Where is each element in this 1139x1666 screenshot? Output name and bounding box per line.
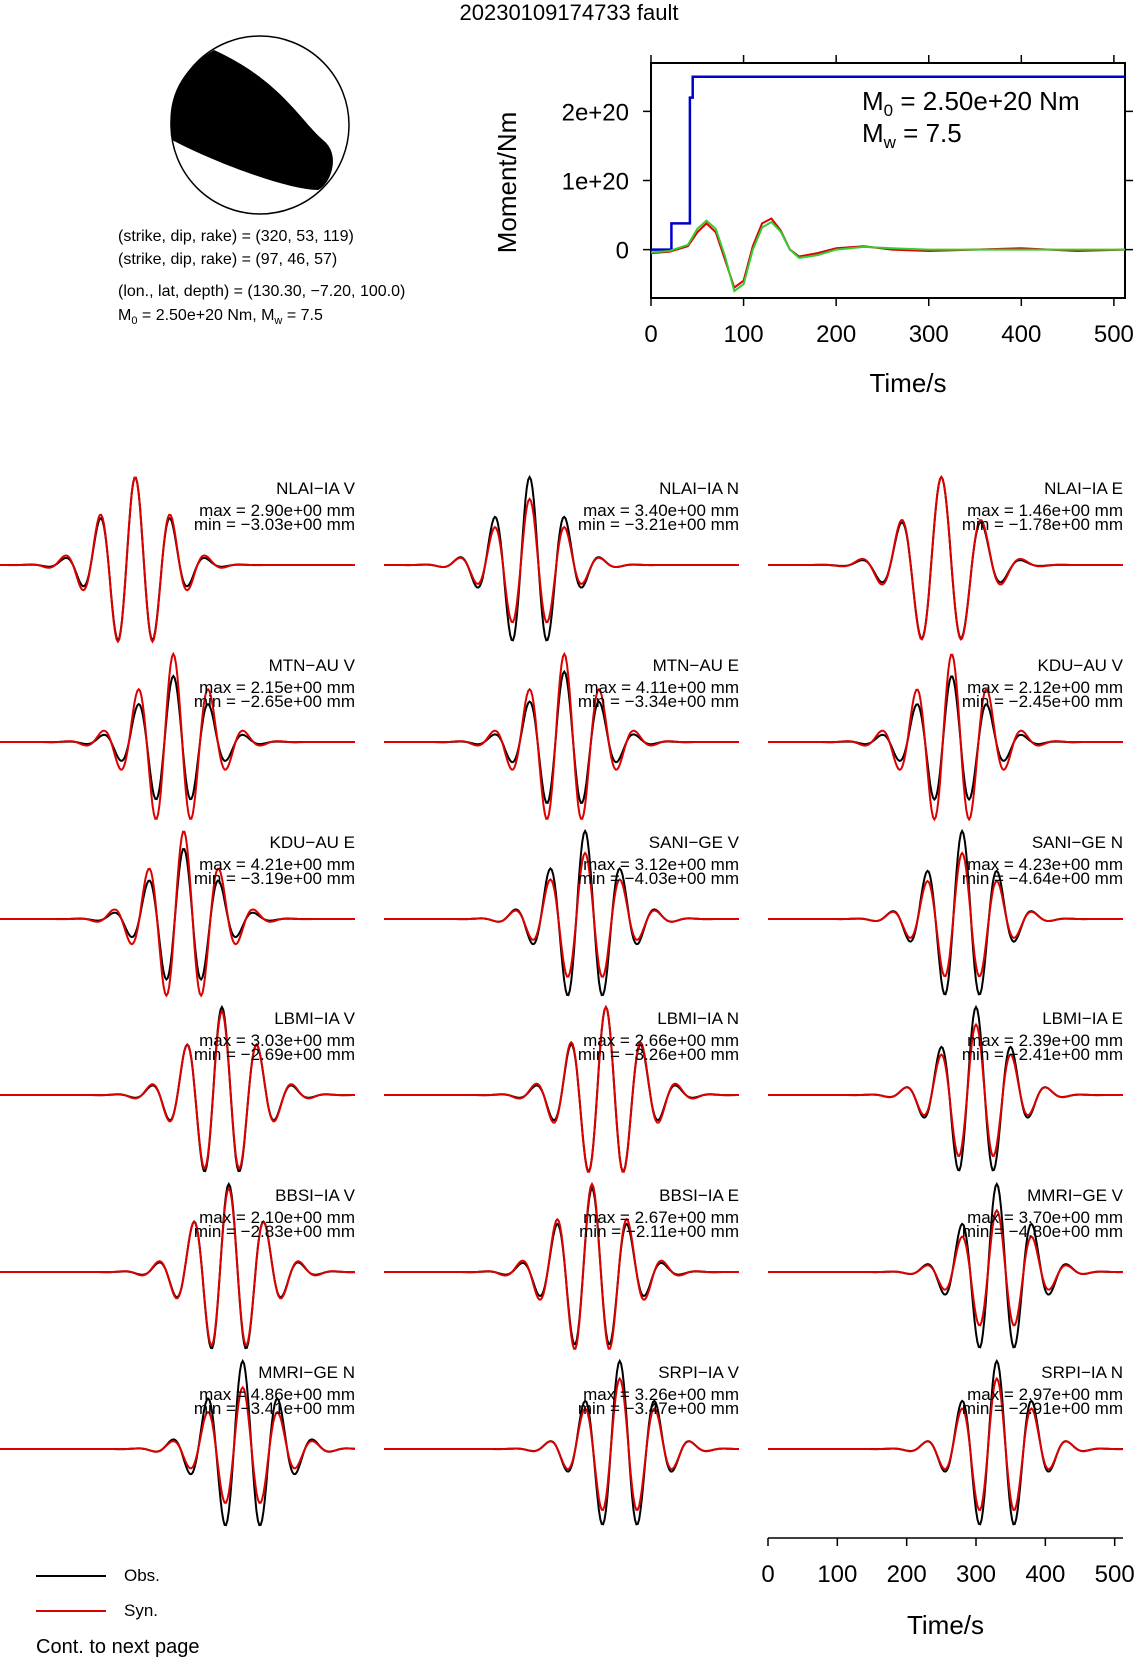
station-max: max = 3.03e+00 mm	[199, 1031, 355, 1050]
station-label: MMRI−GE V	[1027, 1186, 1123, 1205]
station-min: min = −4.64e+00 mm	[961, 869, 1123, 888]
waveform-time-axis	[761, 1538, 1134, 1640]
station-max: max = 3.70e+00 mm	[967, 1208, 1123, 1227]
station-max: max = 2.90e+00 mm	[199, 501, 355, 520]
station-min: min = −3.47e+00 mm	[577, 1399, 739, 1418]
station-min: min = −2.45e+00 mm	[961, 692, 1123, 711]
station-trace-8	[768, 831, 1123, 994]
focal-mechanism	[170, 36, 349, 214]
station-trace-1	[384, 477, 739, 640]
station-label: KDU−AU E	[269, 833, 355, 852]
mechanism-line-2: (strike, dip, rake) = (97, 46, 57)	[118, 251, 338, 268]
station-max: max = 2.97e+00 mm	[967, 1385, 1123, 1404]
moment-chart	[492, 55, 1134, 398]
bottom-x-axis-label: Time/s	[906, 1610, 985, 1640]
figure-title: 20230109174733 fault	[459, 0, 679, 25]
station-min: min = −2.11e+00 mm	[579, 1222, 739, 1241]
legend	[36, 1566, 160, 1620]
station-min: min = −2.83e+00 mm	[193, 1222, 355, 1241]
moment-x-tick-label: 300	[908, 321, 949, 348]
moment-y-tick-label: 1e+20	[561, 168, 629, 196]
moment-x-axis-label: Time/s	[869, 368, 947, 398]
station-min: min = −3.19e+00 mm	[193, 869, 355, 888]
bottom-x-tick-label: 200	[886, 1561, 927, 1588]
station-max: max = 4.11e+00 mm	[584, 678, 739, 697]
station-label: MMRI−GE N	[258, 1363, 355, 1382]
station-label: SRPI−IA N	[1041, 1363, 1123, 1382]
station-trace-7	[384, 831, 740, 995]
station-label: LBMI−IA V	[274, 1009, 355, 1028]
station-min: min = −2.41e+00 mm	[961, 1045, 1123, 1064]
station-trace-2	[768, 477, 1123, 639]
moment-y-tick-label: 0	[615, 237, 629, 265]
bottom-x-tick-label: 100	[817, 1561, 858, 1588]
station-trace-10	[384, 1007, 739, 1172]
station-label: SANI−GE V	[648, 833, 739, 852]
station-min: min = −3.26e+00 mm	[577, 1045, 739, 1064]
station-trace-0	[0, 478, 356, 642]
station-min: min = −3.34e+00 mm	[577, 692, 739, 711]
station-max: max = 2.15e+00 mm	[199, 678, 355, 697]
station-max: max = 1.46e+00 mm	[967, 501, 1123, 520]
legend-syn-label: Syn.	[124, 1601, 159, 1620]
station-min: min = −3.21e+00 mm	[577, 515, 739, 534]
station-max: max = 2.39e+00 mm	[967, 1031, 1123, 1050]
station-max: max = 2.12e+00 mm	[967, 678, 1123, 697]
station-label: LBMI−IA E	[1042, 1009, 1123, 1028]
station-min: min = −3.41e+00 mm	[193, 1399, 355, 1418]
moment-y-axis-label: Moment/Nm	[492, 111, 522, 254]
station-trace-13	[384, 1184, 739, 1349]
station-trace-4	[384, 654, 739, 819]
station-label: BBSI−IA V	[275, 1186, 355, 1205]
station-trace-17	[768, 1361, 1123, 1524]
legend-obs-label: Obs.	[124, 1566, 160, 1585]
station-min: min = −4.80e+00 mm	[961, 1222, 1123, 1241]
station-max: max = 3.12e+00 mm	[583, 855, 739, 874]
station-label: NLAI−IA N	[659, 479, 739, 498]
mechanism-line-3: (lon., lat, depth) = (130.30, −7.20, 100.0)	[118, 283, 406, 300]
station-min: min = −2.91e+00 mm	[961, 1399, 1123, 1418]
moment-mw-annotation: $M_w = 7.5$	[862, 118, 962, 152]
waveform-grid	[0, 477, 1124, 1525]
station-trace-15	[0, 1361, 355, 1525]
station-max: max = 4.21e+00 mm	[199, 855, 355, 874]
moment-y-tick-label: 2e+20	[561, 99, 629, 127]
station-trace-11	[768, 1007, 1123, 1170]
station-min: min = −1.78e+00 mm	[961, 515, 1123, 534]
station-trace-5	[768, 655, 1124, 820]
station-max: max = 2.66e+00 mm	[583, 1031, 739, 1050]
station-max: max = 2.10e+00 mm	[199, 1208, 355, 1227]
station-label: NLAI−IA E	[1044, 479, 1123, 498]
bottom-x-tick-label: 400	[1025, 1561, 1066, 1588]
station-min: min = −4.03e+00 mm	[577, 869, 739, 888]
station-trace-14	[768, 1184, 1124, 1347]
station-label: SRPI−IA V	[658, 1363, 739, 1382]
station-label: BBSI−IA E	[659, 1186, 739, 1205]
station-min: min = −2.65e+00 mm	[193, 692, 355, 711]
moment-x-tick-label: 0	[644, 321, 658, 348]
bottom-x-tick-label: 0	[761, 1561, 775, 1588]
moment-series-2	[651, 221, 1125, 292]
station-trace-16	[384, 1361, 740, 1524]
bottom-x-tick-label: 500	[1094, 1561, 1135, 1588]
station-label: LBMI−IA N	[657, 1009, 739, 1028]
station-min: min = −2.69e+00 mm	[193, 1045, 355, 1064]
station-max: max = 4.23e+00 mm	[967, 855, 1123, 874]
moment-x-tick-label: 500	[1093, 321, 1134, 348]
station-max: max = 2.67e+00 mm	[583, 1208, 739, 1227]
cont-next-page: Cont. to next page	[36, 1636, 200, 1658]
bottom-x-tick-label: 300	[955, 1561, 997, 1588]
station-trace-6	[0, 832, 355, 996]
station-label: KDU−AU V	[1037, 656, 1123, 675]
station-label: MTN−AU V	[268, 656, 355, 675]
moment-m0-annotation: $M_0 = 2.50e+20$ Nm	[862, 86, 1080, 120]
station-label: NLAI−IA V	[276, 479, 355, 498]
moment-x-tick-label: 400	[1001, 321, 1042, 348]
station-trace-9	[0, 1007, 356, 1171]
station-trace-12	[0, 1184, 356, 1348]
moment-x-tick-label: 100	[723, 321, 764, 348]
station-label: SANI−GE N	[1031, 833, 1123, 852]
moment-x-tick-label: 200	[816, 321, 857, 348]
station-min: min = −3.03e+00 mm	[193, 515, 355, 534]
station-max: max = 4.86e+00 mm	[199, 1385, 355, 1404]
station-trace-3	[0, 654, 356, 819]
station-max: max = 3.26e+00 mm	[583, 1385, 739, 1404]
mechanism-line-1: (strike, dip, rake) = (320, 53, 119)	[118, 228, 354, 245]
moment-series-1	[651, 219, 1125, 288]
mechanism-line-4: $M_0 = 2.50e+20$ Nm, $M_w = 7.5$	[118, 307, 323, 327]
station-label: MTN−AU E	[652, 656, 739, 675]
station-max: max = 3.40e+00 mm	[583, 501, 739, 520]
